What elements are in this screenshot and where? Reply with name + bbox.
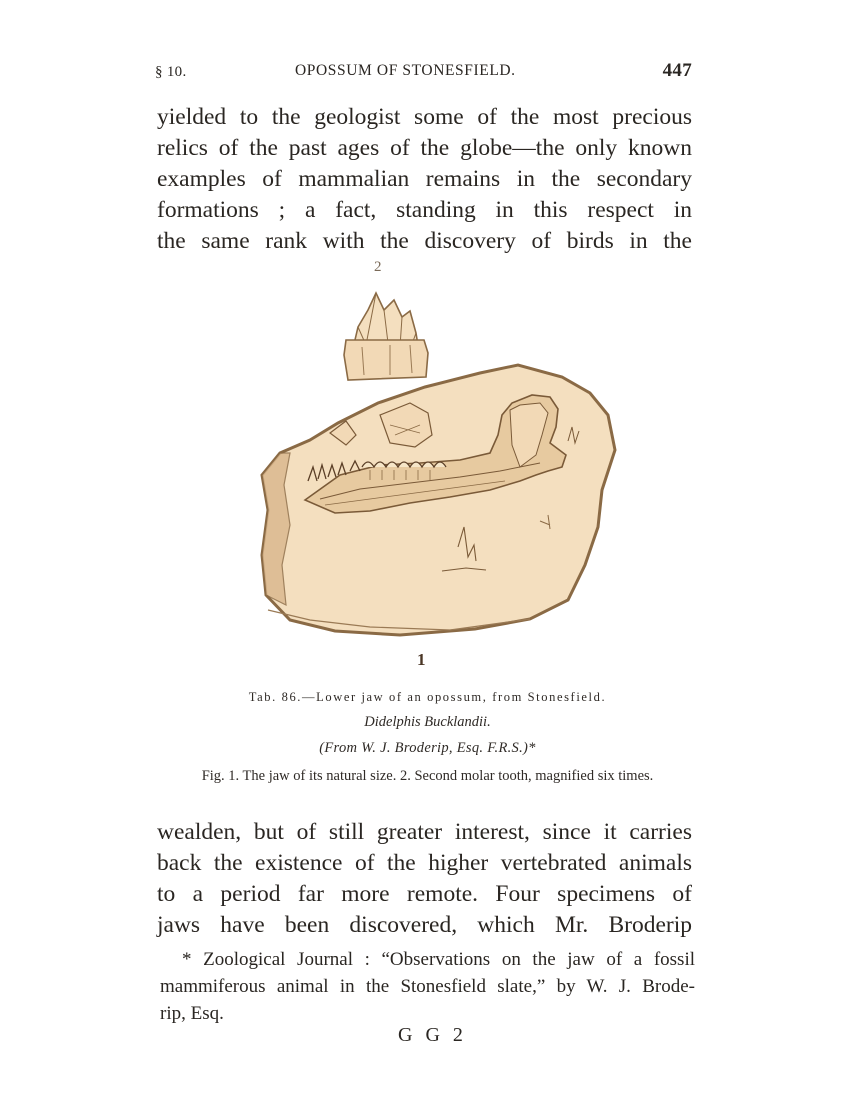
signature-mark: G G 2 bbox=[398, 1024, 467, 1046]
chapter-title: OPOSSUM OF STONESFIELD. bbox=[295, 62, 516, 79]
text-line: examples of mammalian remains in the secondary bbox=[157, 166, 692, 192]
text-line: wealden, but of still greater interest, since it carries bbox=[157, 819, 692, 845]
text-line: jaws have been discovered, which Mr. Broderip bbox=[157, 912, 692, 938]
text-line: to a period far more remote. Four specimens of bbox=[157, 881, 692, 907]
text-line: relics of the past ages of the globe—the only known bbox=[157, 135, 692, 161]
text-line: the same rank with the discovery of birds in the bbox=[157, 228, 692, 254]
footnote-line: rip, Esq. bbox=[160, 1003, 224, 1024]
fossil-jaw-engraving bbox=[250, 285, 620, 640]
caption-explanation: Fig. 1. The jaw of its natural size. 2. Second molar tooth, magnified six times. bbox=[201, 768, 654, 784]
caption-species: Didelphis Bucklandii. bbox=[364, 714, 491, 730]
footnote-line: mammiferous animal in the Stonesfield slate,” by W. J. Brode- bbox=[160, 976, 695, 997]
text-line: back the existence of the higher vertebrated animals bbox=[157, 850, 692, 876]
text-line: formations ; a fact, standing in this respect in bbox=[157, 197, 692, 223]
footnote-line: * Zoological Journal : “Observations on the jaw of a fossil bbox=[182, 949, 695, 970]
caption-title: Tab. 86.—Lower jaw of an opossum, from Stonesfield. bbox=[248, 690, 607, 704]
footnote bbox=[160, 946, 695, 1027]
section-number: § 10. bbox=[155, 64, 187, 80]
figure-label-jaw: 1 bbox=[417, 650, 426, 669]
molar-tooth-illustration bbox=[344, 293, 428, 380]
text-line: yielded to the geologist some of the most precious bbox=[157, 104, 692, 130]
page-number: 447 bbox=[662, 60, 692, 81]
figure-label-tooth: 2 bbox=[374, 259, 382, 275]
running-head bbox=[155, 62, 692, 86]
caption-source: (From W. J. Broderip, Esq. F.R.S.)* bbox=[319, 740, 536, 756]
